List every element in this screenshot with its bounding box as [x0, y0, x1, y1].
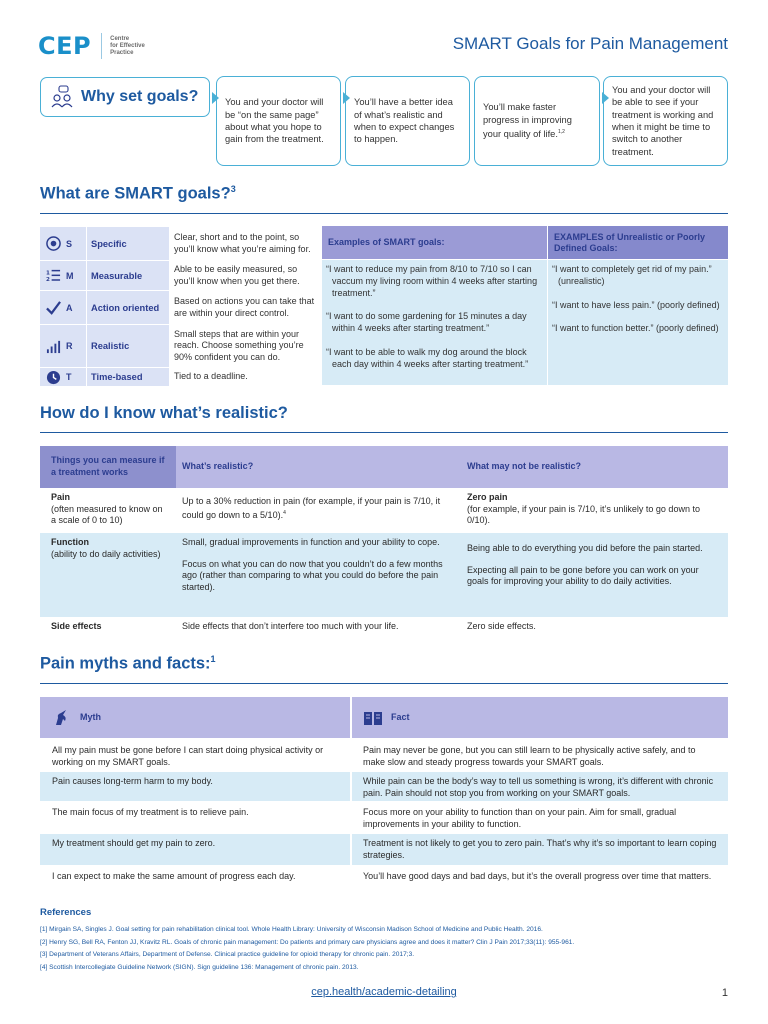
table-row [40, 772, 728, 801]
measure-cell [40, 533, 176, 617]
citation-sup: 3 [230, 184, 236, 194]
realistic-table [40, 446, 728, 637]
not-realistic-text: Expecting all pain to be gone before you can work on your goals for improving your ability to do daily activities. [467, 564, 699, 587]
smart-name: Measurable [87, 261, 169, 290]
myths-table [40, 697, 728, 898]
smart-row-realistic [40, 325, 321, 367]
realistic-cell [176, 533, 461, 617]
not-realistic-text: Zero side effects. [467, 621, 536, 631]
myths-table-header [40, 697, 728, 738]
table-row [40, 533, 728, 617]
section-divider [40, 213, 728, 214]
smart-example: “I want to be able to walk my dog around the block each day within 4 weeks after starting treatment.” [326, 346, 529, 369]
citation-sup: 1 [210, 654, 216, 664]
logo-sub-line: Centre [110, 35, 130, 42]
smart-example: “I want to reduce my pain from 8/10 to 7/10 so I can vaccum my living room within 4 weeks after starting treatment.” [326, 264, 538, 298]
why-card-text: You and your doctor will be “on the same page” about what you hope to gain from the treatment. [225, 97, 324, 145]
logo-mark: CEP [38, 32, 92, 60]
section-divider [40, 432, 728, 433]
column-header: What’s realistic? [176, 446, 461, 488]
realistic-cell [176, 488, 461, 533]
measure-list-icon [46, 268, 61, 283]
realistic-text: Up to a 30% reduction in pain (for example, if your pain is 7/10, it could go down to a 5/10). [182, 496, 441, 520]
footer-link[interactable]: cep.health/academic-detailing [311, 986, 457, 998]
unrealistic-example: “I want to function better.” (poorly defined) [552, 323, 719, 334]
fact-text: Treatment is not likely to get you to zero pain. That’s why it’s so important to learn coping strategies. [352, 834, 728, 865]
unrealistic-example: “I want to have less pain.” (poorly defined) [552, 299, 720, 310]
reference-item: [2] Henry SG, Bell RA, Fenton JJ, Kravitz RL. Goals of chronic pain management: Do patients and primary care physicians agree and does it matter? Clin J Pain 2017;33(11): 955-961. [40, 938, 575, 946]
realistic-heading: How do I know what’s realistic? [40, 404, 288, 422]
fact-text: While pain can be the body’s way to tell us something is wrong, it’s different with chronic pain. Pain should not stop you from working on your SMART goals. [352, 772, 728, 801]
why-card-text [483, 101, 591, 140]
svg-text:2: 2 [46, 277, 50, 283]
smart-examples-header: Examples of SMART goals: [322, 226, 547, 259]
not-realistic-text: Being able to do everything you did before the pain started. [467, 543, 703, 553]
realistic-text: Small, gradual improvements in function and your ability to cope. [182, 537, 440, 547]
realistic-text: Side effects that don’t interfere too much with your life. [182, 621, 399, 631]
realistic-text: Focus on what you can do now that you couldn’t do a few months ago (rather than comparing to what you could do before the pain started). [182, 558, 443, 592]
why-set-goals-title: Why set goals? [81, 88, 199, 105]
not-realistic-cell [461, 533, 728, 617]
smart-row-measurable [40, 261, 321, 290]
measure-subtitle: (often measured to know on a scale of 0 to 10) [51, 503, 163, 526]
myth-header: Myth [80, 711, 101, 722]
fact-header: Fact [391, 711, 410, 722]
unicorn-icon [52, 709, 70, 727]
myth-text: Pain causes long-term harm to my body. [40, 772, 350, 801]
table-row [40, 741, 728, 772]
section-divider [40, 683, 728, 684]
table-row [40, 617, 728, 637]
realistic-table-header [40, 446, 728, 488]
smart-letter-cell [40, 261, 86, 290]
not-realistic-cell [461, 488, 728, 533]
measure-title: Function [51, 537, 89, 547]
smart-goals-heading [40, 184, 236, 204]
heading-text: What are SMART goals? [40, 184, 231, 203]
fact-text: Pain may never be gone, but you can still learn to be physically active safely, and to make slow and steady progress towards your SMART goals. [363, 745, 696, 767]
why-card-text-body: You’ll make faster progress in improving your quality of life. [483, 102, 572, 140]
smart-description: Tied to a deadline. [170, 368, 321, 386]
bar-chart-icon [46, 339, 61, 354]
myth-header-cell [40, 697, 350, 738]
target-icon [46, 236, 61, 251]
why-card-text: You’ll have a better idea of what’s realistic and when to expect changes to happen. [354, 97, 455, 145]
smart-letter: M [66, 270, 74, 281]
references-list [40, 924, 574, 974]
smart-name: Specific [87, 227, 169, 260]
unrealistic-examples-list [548, 260, 728, 385]
fact-text: You’ll have good days and bad days, but it’s the overall progress over time that matters. [363, 871, 712, 881]
reference-item: [3] Department of Veterans Affairs, Department of Defense. Clinical practice guideline for opioid therapy for chronic pain. 2017;3. [40, 951, 415, 958]
not-realistic-text: (for example, if your pain is 7/10, it’s unlikely to go down to 0/10). [467, 503, 700, 526]
myth-text: All my pain must be gone before I can start doing physical activity or working on my SMART goals. [52, 745, 324, 767]
fact-header-cell [352, 697, 728, 738]
why-card [603, 76, 728, 166]
why-card [474, 76, 600, 166]
why-set-goals-box [40, 77, 210, 117]
myth-text: My treatment should get my pain to zero. [40, 834, 350, 865]
smart-letter: S [66, 238, 73, 249]
smart-letter: A [66, 302, 73, 313]
smart-letter-cell [40, 227, 86, 260]
clock-icon [46, 370, 61, 385]
citation-sup: 4 [283, 509, 286, 516]
document-title: SMART Goals for Pain Management [452, 34, 728, 53]
citation-sup: 1,2 [557, 129, 565, 136]
measure-title: Pain [51, 492, 71, 502]
smart-example: “I want to do some gardening for 15 minutes a day within 4 weeks after starting treatment.” [326, 311, 527, 334]
smart-letter-cell [40, 368, 86, 386]
unrealistic-example: “I want to completely get rid of my pain.” (unrealistic) [552, 264, 712, 286]
not-realistic-title: Zero pain [467, 492, 508, 502]
table-row [40, 834, 728, 865]
checkmark-icon [46, 300, 61, 315]
book-icon [363, 710, 383, 726]
myths-heading [40, 654, 216, 674]
logo-divider [101, 33, 102, 59]
table-row [40, 865, 728, 898]
measure-cell [40, 488, 176, 533]
reference-item: [1] Mirgain SA, Singles J. Goal setting for pain rehabilitation clinical tool. Whole Health Library: University of Wisconsin Madison School of Medicine and Public Health. 2016. [40, 926, 543, 933]
fact-text: Focus more on your ability to function than on your pain. Aim for small, gradual improvements in your ability to function. [363, 807, 677, 829]
column-header: Things you can measure if a treatment works [51, 455, 165, 477]
smart-description: Able to be easily measured, so you’ll know when you get there. [170, 261, 321, 290]
smart-letter-cell [40, 325, 86, 367]
page-number: 1 [721, 987, 728, 999]
smart-description: Based on actions you can take that are within your direct control. [170, 291, 321, 324]
smart-name: Time-based [87, 368, 169, 386]
references-title: References [40, 907, 92, 918]
why-card-text: You and your doctor will be able to see if your treatment is working and when it might be time to switch to another treatment. [612, 84, 714, 157]
myth-text: I can expect to make the same amount of progress each day. [52, 871, 296, 881]
people-goals-icon [51, 85, 73, 109]
smart-letter: R [66, 341, 73, 351]
footer [0, 986, 768, 998]
measure-title: Side effects [51, 621, 102, 631]
heading-text: Pain myths and facts: [40, 654, 211, 673]
smart-name: Realistic [87, 325, 169, 367]
logo-subtitle [110, 36, 145, 57]
why-card [345, 76, 470, 166]
table-row [40, 488, 728, 533]
logo-sub-line: for Effective [110, 42, 145, 49]
unrealistic-examples-header: EXAMPLES of Unrealistic or Poorly Defined Goals: [548, 226, 728, 259]
why-card [216, 76, 341, 166]
measure-subtitle: (ability to do daily activities) [51, 548, 161, 559]
smart-letter-cell [40, 291, 86, 324]
logo-sub-line: Practice [110, 49, 134, 56]
smart-row-time [40, 368, 321, 386]
table-row [40, 801, 728, 834]
cep-logo [38, 32, 145, 60]
svg-text:1: 1 [46, 270, 50, 277]
smart-description: Clear, short and to the point, so you’ll know what you’re aiming for. [170, 227, 321, 260]
myth-text: The main focus of my treatment is to relieve pain. [52, 807, 249, 817]
column-header: What may not be realistic? [461, 446, 728, 488]
reference-item: [4] Scottish Intercollegiate Guideline Network (SIGN). Sign guideline 136: Management of chronic pain. 2013. [40, 963, 359, 971]
smart-letter: T [66, 372, 72, 382]
smart-row-specific [40, 227, 321, 260]
smart-description: Small steps that are within your reach. Choose something you’re 90% confident you can do. [170, 325, 321, 367]
smart-examples-list [322, 260, 547, 385]
smart-name: Action oriented [87, 291, 169, 324]
smart-row-action [40, 291, 321, 324]
